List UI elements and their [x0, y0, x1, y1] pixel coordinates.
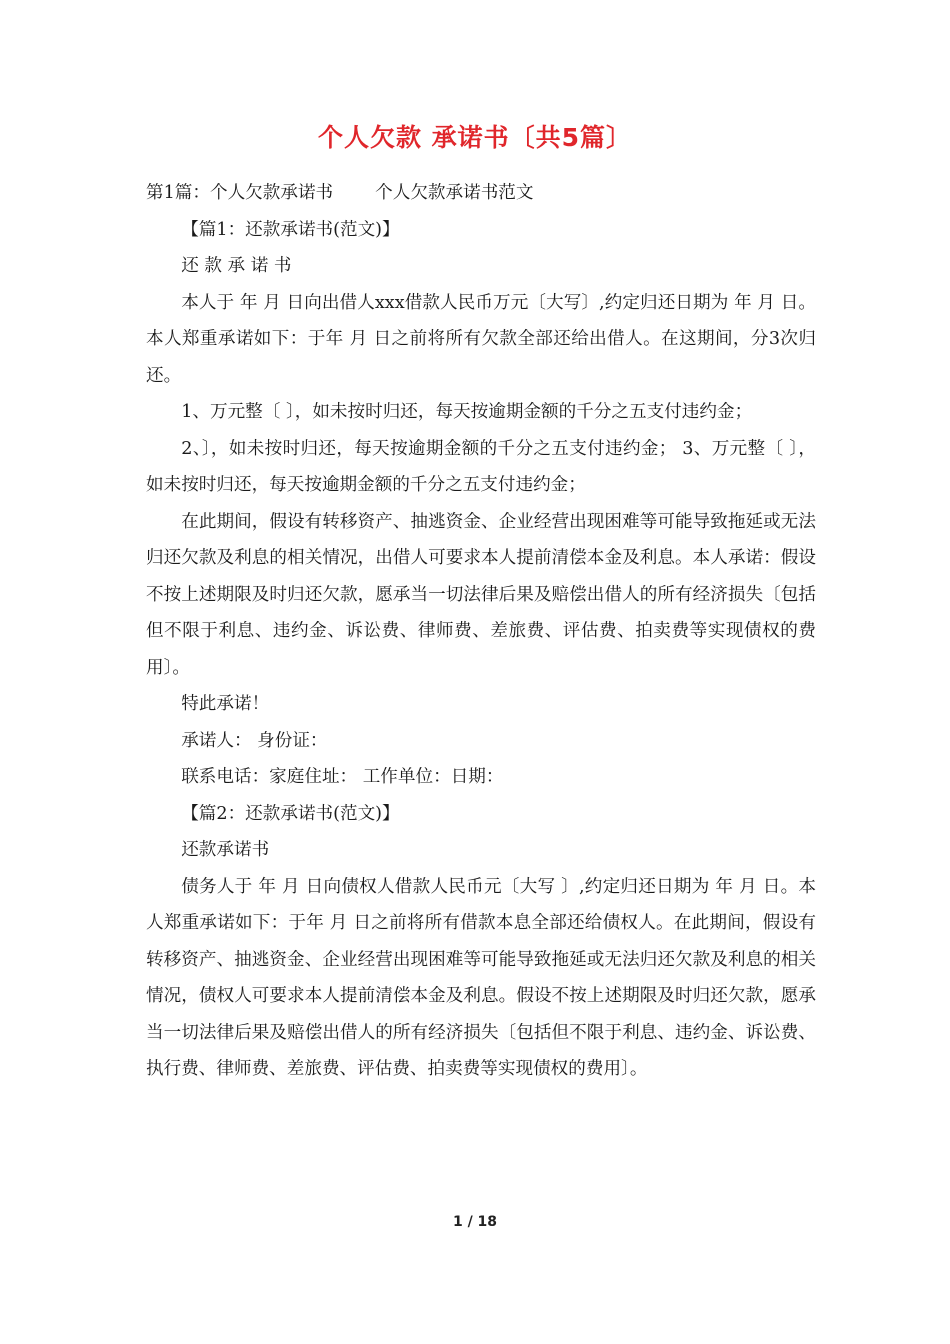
part1-terms-paragraph: 在此期间，假设有转移资产、抽逃资金、企业经营出现困难等可能导致拖延或无法归还欠款及利息的相关情况，出借人可要求本人提前清偿本金及利息。本人承诺：假设不按上述期限及时归还欠款，愿承当一切法律后果及赔偿出借人的所有经济损失〔包括但不限于利息、违约金、诉讼费、律师费、差旅费、评估费、拍卖费等实现债权的费用〕。	[146, 511, 816, 678]
signer-line: 承诺人： 身份证：	[181, 730, 328, 751]
part1-heading: 【篇1：还款承诺书(范文)】	[181, 219, 400, 240]
part2-title: 还款承诺书	[181, 840, 270, 860]
installment-2-3: 2、〕，如未按时归还，每天按逾期金额的千分之五支付违约金； 3、万元整〔 〕，如未按时归还，每天按逾期金额的千分之五支付违约金；	[146, 438, 816, 495]
section-heading-a: 第1篇：个人欠款承诺书	[146, 183, 334, 203]
closing-line: 特此承诺！	[181, 694, 270, 714]
document-body	[146, 175, 816, 1088]
page-number: 1 / 18	[452, 1214, 498, 1230]
part1-intro-paragraph: 本人于 年 月 日向出借人xxx借款人民币万元〔大写〕,约定归还日期为 年 月 日。本人郑重承诺如下：于年 月 日之前将所有欠款全部还给出借人。在这期间，分3次归还。	[146, 292, 816, 386]
contact-line: 联系电话：家庭住址： 工作单位：日期：	[181, 767, 504, 787]
document-title: 个人欠款 承诺书〔共5篇〕	[317, 123, 633, 152]
part1-title: 还 款 承 诺 书	[181, 256, 292, 276]
installment-1: 1、万元整〔 〕，如未按时归还，每天按逾期金额的千分之五支付违约金；	[181, 402, 753, 422]
part2-heading: 【篇2：还款承诺书(范文)】	[181, 803, 400, 824]
section-heading-line	[146, 175, 816, 212]
part2-paragraph: 债务人于 年 月 日向债权人借款人民币元〔大写 〕,约定归还日期为 年 月 日。本人郑重承诺如下：于年 月 日之前将所有借款本息全部还给债权人。在此期间，假设有转移资产、抽逃资金、企业经营出现困难等可能导致拖延或无法归还欠款及利息的相关情况，债权人可要求本人提前清偿本金及利息。假设不按上述期限及时归还欠款，愿承当一切法律后果及赔偿出借人的所有经济损失〔包括但不限于利息、违约金、诉讼费、执行费、律师费、差旅费、评估费、拍卖费等实现债权的费用〕。	[146, 876, 816, 1079]
section-heading-b: 个人欠款承诺书范文	[375, 183, 534, 203]
